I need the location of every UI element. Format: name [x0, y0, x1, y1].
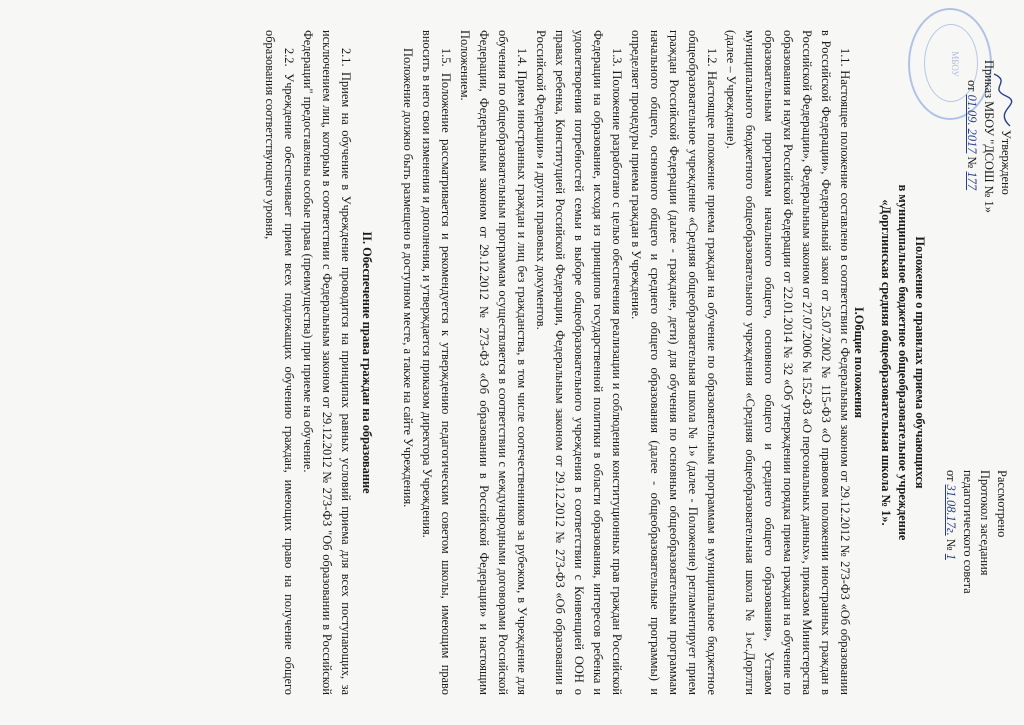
- paragraph-1-5: 1.5. Положение рассматривается и рекомендуется к утверждению педагогическим советом школы, имеющим право вносить в него свои изменения и дополнения, и утверждается приказом директора Учреждения.: [420, 30, 453, 695]
- review-number: 1: [944, 553, 958, 560]
- paragraph-1-3: 1.3. Положение разработано с целью обеспечения реализации и соблюдения конституционных прав граждан Российской Федерации на образование, исходя из принципов государственной политики в области образования, интересов ребенка и удовлетворения потребностей семьи в выборе общеобразовательного учреждения в соответствии с Конвенцией ООН о правах ребенка, Конституцией Российской Федерации, Федеральным законом от 29.12.2012 № 273-ФЗ «Об образовании в Российской Федерации» и других правовых документов.: [534, 30, 624, 695]
- approval-number-label: №: [965, 156, 979, 169]
- approval-date-line: [963, 60, 980, 260]
- review-number-label: №: [944, 538, 958, 551]
- document-body: [260, 30, 854, 695]
- review-from-label: от: [944, 470, 958, 482]
- paragraph-1-2: 1.2. Настоящее положение приема граждан на обучение по образовательным программам в муниципальное бюджетное общеобразовательное учреждение «Средняя общеобразовательная школа № 1» (далее - Положение) регламентирует прием граждан Российской Федерации (далее - граждане, дети) для обучения по основным общеобразовательным программам начального общего, основного общего и среднего общего образования (далее - общеобразовательные программы) и определяет процедуры приема граждан в Учреждение.: [629, 30, 719, 695]
- review-protocol: Протокол заседания: [978, 470, 992, 576]
- approval-date: 01.09. 2017: [965, 94, 979, 154]
- review-block: [942, 470, 1010, 720]
- section-1-heading: I.Общие положения: [852, 306, 866, 419]
- paragraph-publication: Положение должно быть размещено в доступном месте, а также на сайте Учреждения.: [401, 48, 415, 508]
- seal-text: МБОУ: [950, 51, 960, 77]
- review-heading: Рассмотрено: [995, 470, 1009, 538]
- paragraph-1-1: 1.1. Настоящее положение составлено в соответствии с Федеральным законом от 29.12.2012 № 273-ФЗ «Об образовании в Российской Федерации», Федеральный закон от 25.07.2002 № 115-ФЗ «О правовом положении иностранных граждан в Российской Федерации», Федеральным законом от 27.07.2006 № 152-ФЗ «О персональных данных», приказом Министерства образования и науки Российской Федерации от 22.01.2014 № 32 «Об утверждении порядка приема граждан на обучение по образовательным программам начального общего, основного общего и среднего общего образования», Уставом муниципального бюджетного общеобразовательного учреждения «Средняя общеобразовательная школа № 1»с.Дорглги (далее – Учреждение).: [724, 30, 852, 695]
- review-council: педагогического совета: [961, 470, 975, 594]
- title-line-3: «Дорглинская средняя общеобразовательная школа № 1».: [879, 199, 893, 526]
- paragraph-1-4: 1.4. Прием иностранных граждан и лиц без гражданства, в том числе соотечественников за рубежом, в Учреждение для обучения по общеобразовательным программам осуществляется в соответствии с международными договорами Российской Федерации, Федеральным законом от 29.12.2012 № 273-ФЗ «Об образовании в Российской Федерации» и настоящим Положением.: [458, 30, 529, 695]
- approval-block: [963, 60, 1014, 260]
- paragraph-2-2: 2.2. Учреждение обеспечивает прием всех подлежащих обучению граждан, имеющих право на получение общего образования соответствующего уровня,: [263, 30, 296, 695]
- review-date-line: [942, 470, 959, 720]
- review-date: 31.08.17г.: [944, 484, 958, 536]
- title-line-2: в муниципальное бюджетное общеобразовательное учреждение: [896, 184, 910, 541]
- approval-number: 177: [965, 171, 979, 191]
- document-title: [850, 30, 928, 695]
- section-2-heading: II. Обеспечение права граждан на образование: [360, 231, 374, 494]
- approval-heading: Утверждено: [999, 130, 1013, 195]
- approval-order: Приказ МБОУ "ДСОШ № 1»: [982, 60, 996, 213]
- paragraph-2-1: 2.1. Прием на обучение в Учреждение проводится на принципах равных условий приема для всех поступающих, за исключением лиц, которым в соответствии с Федеральным законом от 29.12.2012 № 273-ФЗ "Об образовании в Российской Федерации" предоставлены особые права (преимущества) при приеме на обучение.: [301, 30, 353, 695]
- approval-from-label: от: [965, 80, 979, 92]
- title-line-1: Положение о правилах приема обучающихся: [913, 236, 927, 489]
